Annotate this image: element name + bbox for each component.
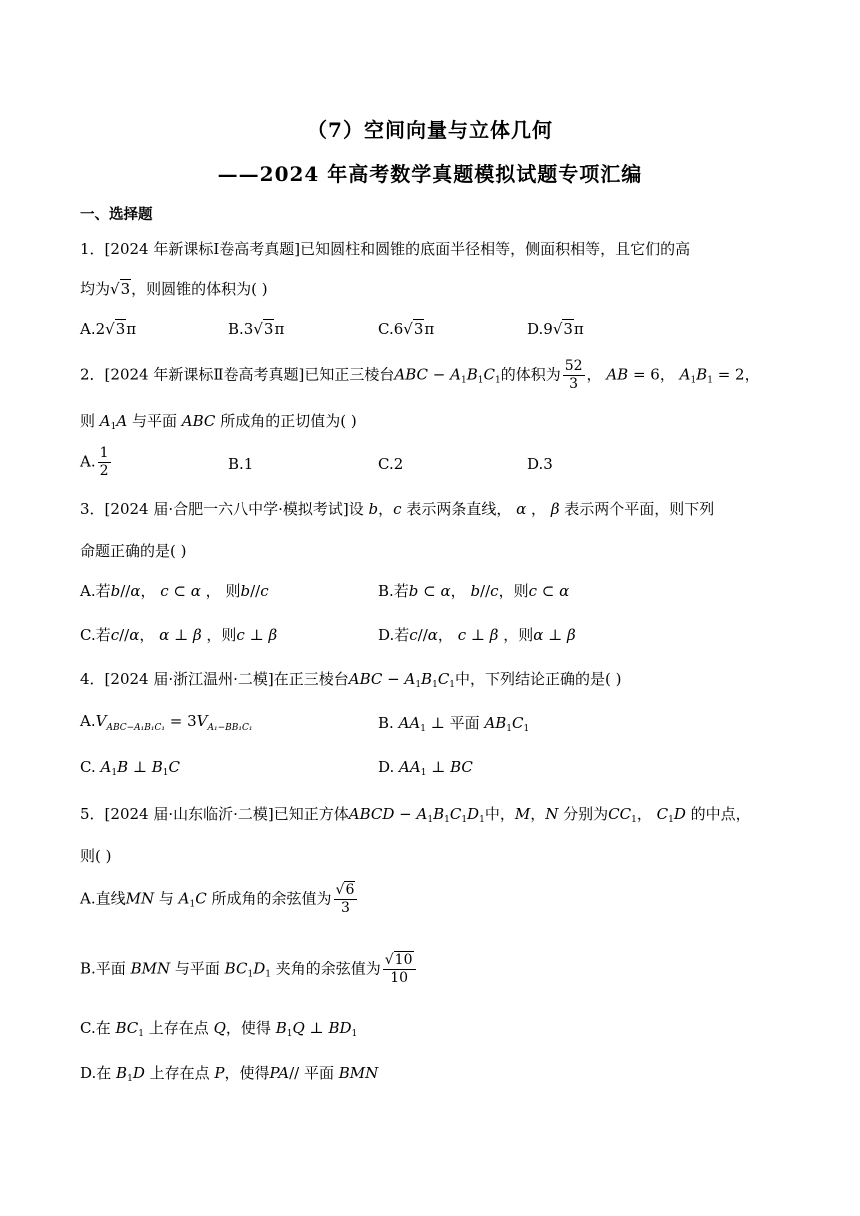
q3-option-a[interactable]: A.若b//α， c ⊂ α ， 则b//c [80,582,269,600]
section-heading: 一、选择题 [80,206,153,223]
q3-option-d[interactable]: D.若c//α， c ⊥ β ，则α ⊥ β [378,626,576,644]
q2-option-c[interactable]: C.2 [378,455,404,473]
q5-option-a[interactable]: A.直线MN 与 $A_1C$ 所成角的余弦值为 $\frac{√6}{3}$ [80,882,359,917]
q4-option-c[interactable]: C. $A_1B$ ⊥ $B_1C$ [80,758,181,778]
sqrt-3: √3 [110,280,131,298]
question-3-stem: 3．[2024 届·合肥一六八中学·模拟考试]设 b，c 表示两条直线， α ， β 表示两个平面，则下列 [80,500,715,518]
q5-option-d[interactable]: D.在 $B_1D$ 上存在点 P，使得PA// 平面 BMN [80,1064,379,1084]
question-4-stem: 4．[2024 届·浙江温州·二模]在正三棱台ABC − $A_1B_1C_1$中，下列结论正确的是( ) [80,670,622,690]
q1-option-b[interactable]: B.3√3π [228,320,285,338]
q2-option-d[interactable]: D.3 [527,455,553,473]
question-2-stem-cont: 则 $A_1A$ 与平面 ABC 所成角的正切值为( ) [80,412,357,432]
q2-option-b[interactable]: B.1 [228,455,254,473]
question-1-stem-cont: 均为√3，则圆锥的体积为( ) [80,280,268,298]
doc-title: （7）空间向量与立体几何 [307,118,553,142]
question-3-stem-cont: 命题正确的是( ) [80,542,187,560]
q1-option-a[interactable]: A.2√3π [80,320,137,338]
question-5-stem: 5．[2024 届·山东临沂·二模]已知正方体ABCD − $A_1B_1C_1D_1$中，M，N 分别为$CC_1$， $C_1D$ 的中点， [80,805,751,825]
q5-option-c[interactable]: C.在 $BC_1$ 上存在点 Q，使得 $B_1Q$ ⊥ $BD_1$ [80,1019,358,1039]
q4-option-d[interactable]: D. $AA_1$ ⊥ BC [378,758,473,778]
q3-option-b[interactable]: B.若b ⊂ α， b//c，则c ⊂ α [378,582,570,600]
q1-option-c[interactable]: C.6√3π [378,320,435,338]
question-2-stem: 2．[2024 年新课标Ⅱ卷高考真题]已知正三棱台ABC − $A_1B_1C_1$的体积为 $\frac{52}{3}$ ， AB = 6， $A_1B_1 = 2$， [80,358,760,392]
fraction-52-3: $\frac{52}{3}$ [564,358,583,392]
q4-option-a[interactable]: $A.V_{ABC-A_1B_1C_1} = 3V_{A_1-BB_1C_1}$ [80,712,253,733]
q4-option-b[interactable]: B. $AA_1$ ⊥ 平面 $AB_1C_1$ [378,714,530,734]
q2-option-a[interactable]: A. $\frac{1}{2}$ [80,445,109,479]
q3-option-c[interactable]: C.若c//α， α ⊥ β ，则c ⊥ β [80,626,278,644]
q1-option-d[interactable]: D.9√3π [527,320,584,338]
question-5-stem-cont: 则( ) [80,847,112,865]
doc-subtitle: ——2024 年高考数学真题模拟试题专项汇编 [217,162,643,186]
q5-option-b[interactable]: B.平面 BMN 与平面 $BC_1D_1$ 夹角的余弦值为 $\frac{√10}{10}$ [80,952,418,987]
question-1-stem: 1．[2024 年新课标Ⅰ卷高考真题]已知圆柱和圆锥的底面半径相等，侧面积相等，且它们的高 [80,240,691,258]
